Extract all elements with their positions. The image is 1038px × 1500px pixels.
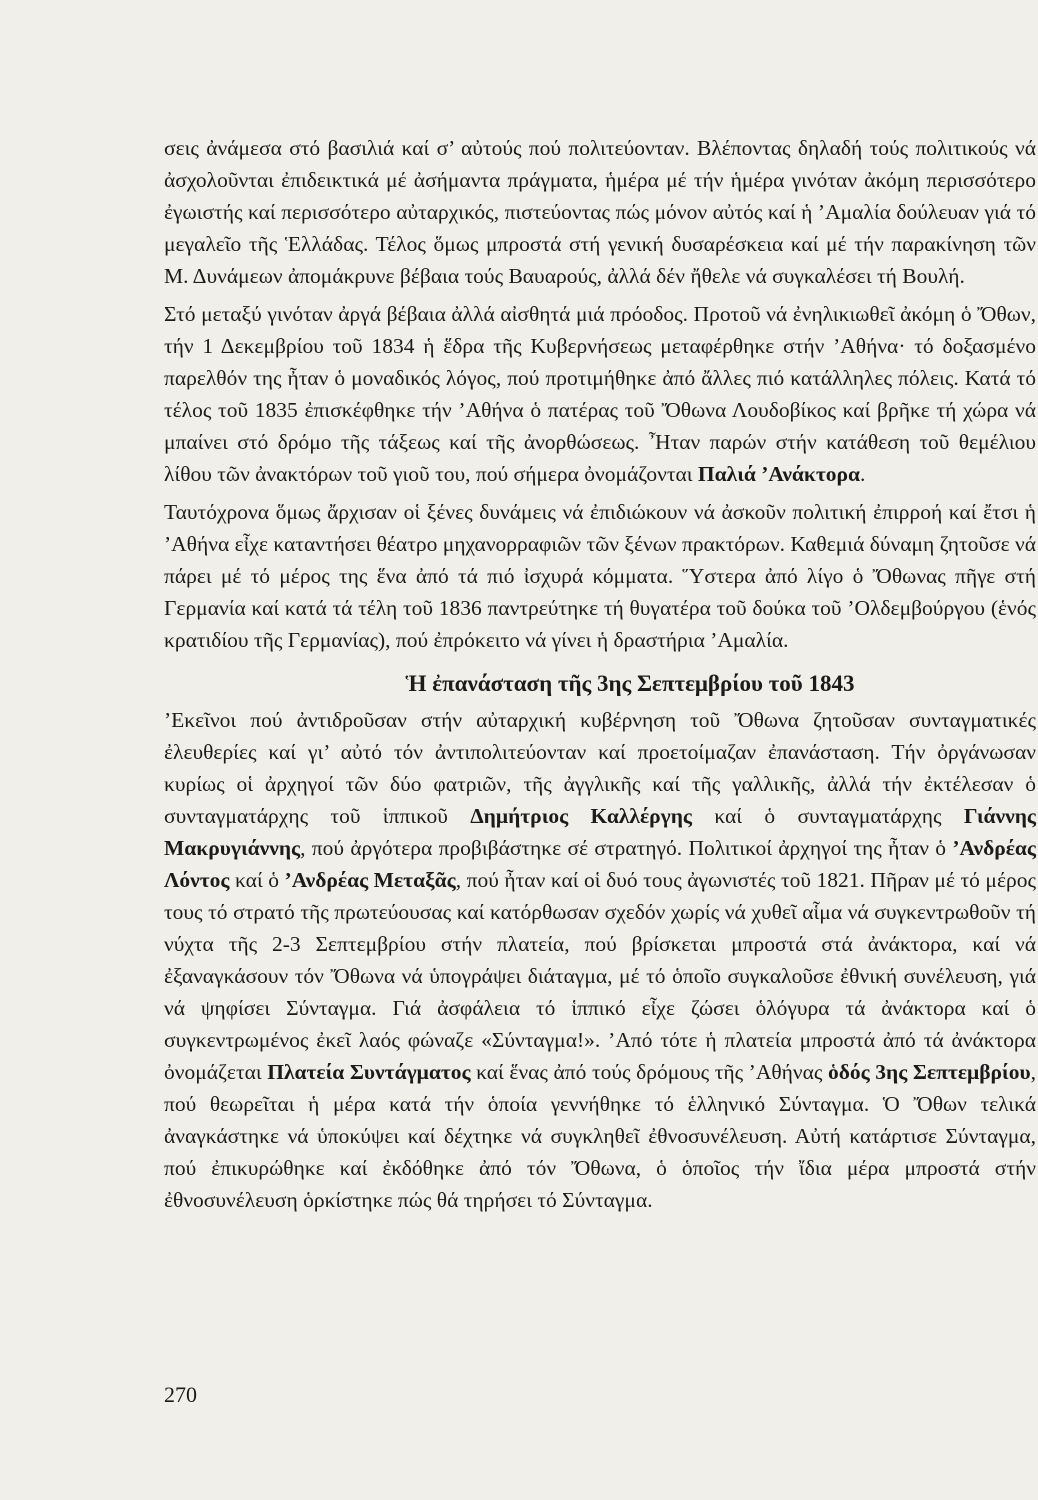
kallergis-bold: Δημήτριος Καλλέργης — [470, 804, 692, 828]
plateia-syntagmatos-bold: Πλατεία Συντάγματος — [267, 1060, 471, 1084]
paragraph-2-text: Στό μεταξύ γινόταν ἀργά βέβαια ἀλλά αἰσθητά μιά πρόοδος. Προτοῦ νά ἐνηλικιωθεῖ ἀκόμη ὁ Ὄθων, τήν 1 Δεκεμβρίου τοῦ 1834 ἡ ἕδρα τῆς Κυβερνήσεως μεταφέρθηκε στήν ’Αθήνα· τό δοξασμένο παρελθόν της ἦταν ὁ μοναδικός λόγος, πού προτιμήθηκε ἀπό ἄλλες πιό κατάλληλες πόλεις. Κατά τό τέλος τοῦ 1835 ἐπισκέφθηκε τήν ’Αθήνα ὁ πατέρας τοῦ Ὄθωνα Λουδοβίκος καί βρῆκε τή χώρα νά μπαίνει στό δρόμο τῆς τάξεως καί τῆς ἀνορθώσεως. Ἦταν παρών στήν κατάθεση τοῦ θεμέλιου λίθου τῶν ἀνακτόρων τοῦ γιοῦ του, πού σήμερα ὀνομάζονται — [164, 302, 1036, 486]
p4-text-3: , πού ἀργότερα προβιβάστηκε σέ στρατηγό. Πολιτικοί ἀρχηγοί της ἦταν ὁ — [300, 836, 953, 860]
odos-3is-septemvriou-bold: ὁδός 3ης Σεπτεμβρίου — [828, 1060, 1031, 1084]
lontos-bold: ’Ανδρέας Λόντος — [164, 836, 1036, 892]
p4-text-4: καί ὁ — [229, 868, 285, 892]
makrygiannis-bold: Γιάννης Μακρυγιάννης — [164, 804, 1036, 860]
p4-text-6: καί ἕνας ἀπό τούς δρόμους τῆς ’Αθήνας — [470, 1060, 828, 1084]
paragraph-1-text: σεις ἀνάμεσα στό βασιλιά καί σ’ αὐτούς πού πολιτεύονταν. Βλέποντας δηλαδή τούς πολιτικούς νά ἀσχολοῦνται ἐπιδεικτικά μέ ἀσήμαντα πράγματα, ἡμέρα μέ τήν ἡμέρα γινόταν ἀκόμη περισσότερο ἐγωιστής καί περισσότερο αὐταρχικός, πιστεύοντας πώς μόνον αὐτός καί ἡ ’Αμαλία δούλευαν γιά τό μεγαλεῖο τῆς Ἑλλάδας. Τέλος ὅμως μπροστά στή γενική δυσαρέσκεια καί μέ τήν παρακίνηση τῶν Μ. Δυνάμεων ἀπομάκρυνε βέβαια τούς Βαυαρούς, ἀλλά δέν ἤθελε νά συγκαλέσει τή Βουλή. — [164, 136, 1036, 288]
paragraph-3 — [164, 496, 1036, 656]
p4-text-5: , πού ἦταν καί οἱ δυό τους ἀγωνιστές τοῦ 1821. Πῆραν μέ τό μέρος τους τό στρατό τῆς πρωτεύουσας καί κατόρθωσαν σχεδόν χωρίς νά χυθεῖ αἷμα νά συγκεντρωθοῦν τή νύχτα τῆς 2-3 Σεπτεμβρίου στήν πλατεία, πού βρίσκεται μπροστά στά ἀνάκτορα, καί νά ἐξαναγκάσουν τόν Ὄθωνα νά ὑπογράψει διάταγμα, μέ τό ὁποῖο συγκαλοῦσε ἐθνική συνέλευση, γιά νά ψηφίσει Σύνταγμα. Γιά ἀσφάλεια τό ἱππικό εἶχε ζώσει ὁλόγυρα τά ἀνάκτορα καί ὁ συγκεντρωμένος ἐκεῖ λαός φώναζε «Σύνταγμα!». ’Από τότε ἡ πλατεία μπροστά ἀπό τά ἀνάκτορα ὀνομάζεται — [164, 868, 1036, 1084]
text-column — [164, 132, 1036, 1216]
paragraph-3-text: Ταυτόχρονα ὅμως ἄρχισαν οἱ ξένες δυνάμεις νά ἐπιδιώκουν νά ἀσκοῦν πολιτική ἐπιρροή καί ἔτσι ἡ ’Αθήνα εἶχε καταντήσει θέατρο μηχανορραφιῶν τῶν ξένων πρακτόρων. Καθεμιά δύναμη ζητοῦσε νά πάρει μέ τό μέρος της ἕνα ἀπό τά πιό ἰσχυρά κόμματα. Ὕστερα ἀπό λίγο ὁ Ὄθωνας πῆγε στή Γερμανία καί κατά τά τέλη τοῦ 1836 παντρεύτηκε τή θυγατέρα τοῦ δούκα τοῦ ’Ολδεμβούργου (ἑνός κρατιδίου τῆς Γερμανίας), πού ἐπρόκειτο νά γίνει ἡ δραστήρια ’Αμαλία. — [164, 500, 1036, 652]
page-number: 270 — [164, 1382, 197, 1407]
paragraph-4 — [164, 704, 1036, 1216]
metaxas-bold: ’Ανδρέας Μεταξᾶς — [284, 868, 456, 892]
section-heading: Ἡ ἐπανάσταση τῆς 3ης Σεπτεμβρίου τοῦ 1843 — [405, 671, 855, 696]
p4-text-2: καί ὁ συνταγματάρχης — [691, 804, 964, 828]
paragraph-2 — [164, 298, 1036, 490]
palia-anaktora-bold: Παλιά ’Ανάκτορα — [697, 462, 861, 486]
p4-text-7: , πού θεωρεῖται ἡ μέρα κατά τήν ὁποία γεννήθηκε τό ἑλληνικό Σύνταγμα. Ὁ Ὄθων τελικά ἀναγκάστηκε νά ὑποκύψει καί δέχτηκε νά συγκληθεῖ ἐθνοσυνέλευση. Αὐτή κατάρτισε Σύνταγμα, πού ἐπικυρώθηκε καί ἐκδόθηκε ἀπό τόν Ὄθωνα, ὁ ὁποῖος τήν ἴδια μέρα μπροστά στήν ἐθνοσυνέλευση ὁρκίστηκε πώς θά τηρήσει τό Σύνταγμα. — [164, 1060, 1037, 1212]
paragraph-1 — [164, 132, 1036, 292]
p4-text-1: ’Εκεῖνοι πού ἀντιδροῦσαν στήν αὐταρχική κυβέρνηση τοῦ Ὄθωνα ζητοῦσαν συνταγματικές ἐλευθερίες καί γι’ αὐτό τόν ἀντιπολιτεύονταν καί προετοίμαζαν ἐπανάσταση. Τήν ὀργάνωσαν κυρίως οἱ ἀρχηγοί τῶν δύο φατριῶν, τῆς ἀγγλικῆς καί τῆς γαλλικῆς, ἀλλά τήν ἐκτέλεσαν ὁ συνταγματάρχης τοῦ ἱππικοῦ — [164, 708, 1036, 828]
paragraph-2-end: . — [860, 462, 866, 486]
